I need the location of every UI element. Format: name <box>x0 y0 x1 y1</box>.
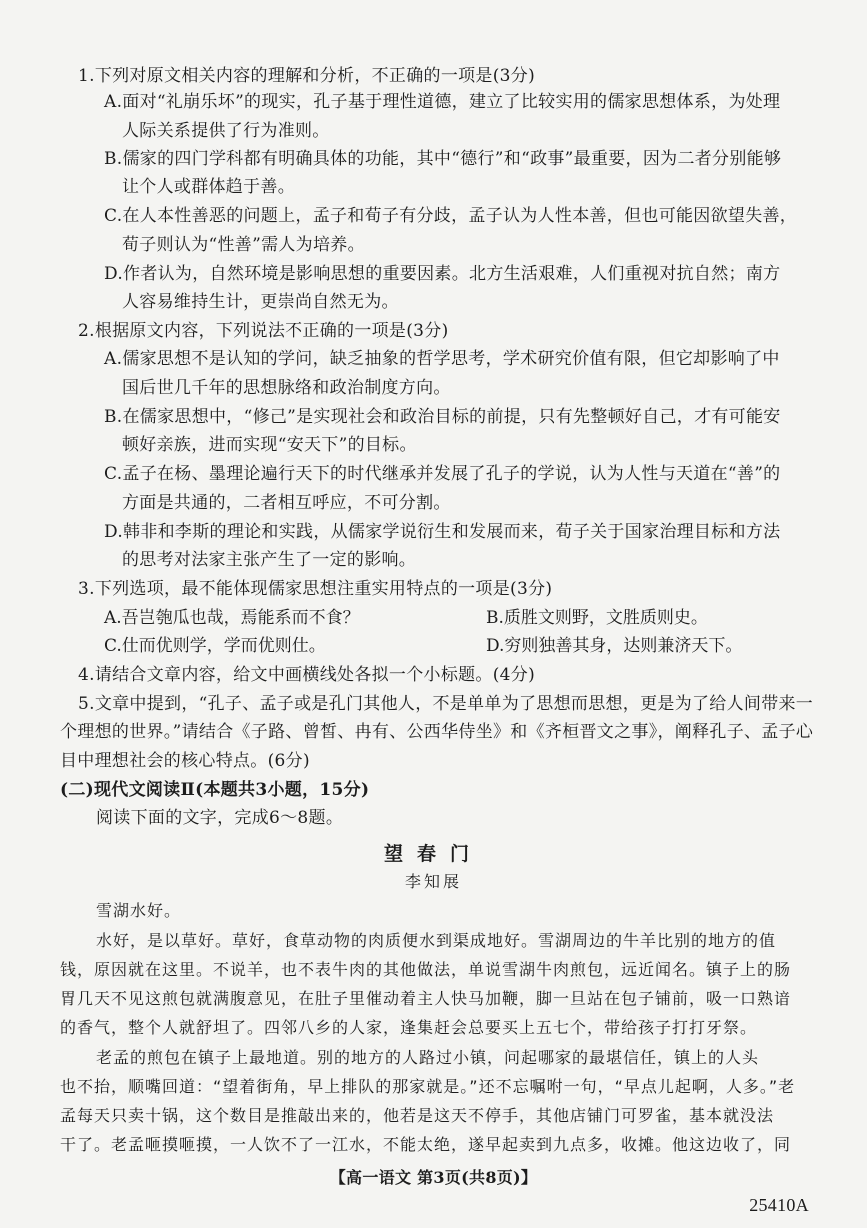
q5-stem-line2: 个理想的世界。”请结合《子路、曾皙、冉有、公西华侍坐》和《齐桓晋文之事》，阐释孔子、孟子心 <box>60 722 814 742</box>
q1-option-d: D.作者认为，自然环境是影响思想的重要因素。北方生活艰难，人们重视对抗自然；南方 <box>104 264 781 284</box>
story-p2-line4: 的香气，整个人就舒坦了。四邻八乡的人家，逢集赶会总要买上五七个，带给孩子打打牙祭。 <box>60 1018 758 1037</box>
q2-option-c: C.孟子在杨、墨理论遍行天下的时代继承并发展了孔子的学说，认为人性与天道在“善”的 <box>104 464 781 484</box>
q5-stem-line1: 5.文章中提到，“孔子、孟子或是孔门其他人，不是单单为了思想而思想，更是为了给人间带来一 <box>78 694 814 714</box>
q3-stem: 3.下列选项，最不能体现儒家思想注重实用特点的一项是(3分) <box>78 579 553 599</box>
q1-option-b: B.儒家的四门学科都有明确具体的功能，其中“德行”和“政事”最重要，因为二者分别能够 <box>104 149 782 169</box>
q1-option-a-cont: 人际关系提供了行为准则。 <box>122 121 330 141</box>
q2-stem: 2.根据原文内容，下列说法不正确的一项是(3分) <box>78 321 449 341</box>
q2-option-c-cont: 方面是共通的，二者相互呼应，不可分割。 <box>122 493 451 513</box>
story-author: 李知展 <box>404 872 462 891</box>
section-heading: (二)现代文阅读Ⅱ(本题共3小题，15分) <box>60 780 370 800</box>
q1-option-a: A.面对“礼崩乐坏”的现实，孔子基于理性道德，建立了比较实用的儒家思想体系，为处理 <box>104 92 781 112</box>
page-footer: 【高一语文 第3页(共8页)】 <box>329 1168 538 1187</box>
story-p2-line1: 水好，是以草好。草好，食草动物的肉质便水到渠成地好。雪湖周边的牛羊比别的地方的值 <box>96 931 777 950</box>
q3-option-b: B.质胜文则野，文胜质则史。 <box>486 608 708 628</box>
story-paragraph-1: 雪湖水好。 <box>96 901 182 920</box>
story-p3-line2: 也不抬，顺嘴回道：“望着街角，早上排队的那家就是。”还不忘嘱咐一句，“早点儿起啊，人多。”老 <box>60 1077 796 1096</box>
section-instruction: 阅读下面的文字，完成6～8题。 <box>96 808 344 828</box>
q2-option-d-cont: 的思考对法家主张产生了一定的影响。 <box>122 550 417 570</box>
paper-code: 25410A <box>749 1195 809 1215</box>
story-p2-line2: 钱，原因就在这里。不说羊，也不表牛肉的其他做法，单说雪湖牛肉煎包，远近闻名。镇子上的肠 <box>60 960 792 979</box>
q1-stem: 1.下列对原文相关内容的理解和分析，不正确的一项是(3分) <box>78 66 535 86</box>
q3-option-d: D.穷则独善其身，达则兼济天下。 <box>486 636 743 656</box>
q2-option-b: B.在儒家思想中，“修己”是实现社会和政治目标的前提，只有先整顿好自己，才有可能安 <box>104 407 781 427</box>
story-p3-line1: 老孟的煎包在镇子上最地道。别的地方的人路过小镇，问起哪家的最堪信任，镇上的人头 <box>96 1048 760 1067</box>
story-p2-line3: 胃几天不见这煎包就满腹意见，在肚子里催动着主人快马加鞭，脚一旦站在包子铺前，吸一口熟谙 <box>60 989 792 1008</box>
q4-stem: 4.请结合文章内容，给文中画横线处各拟一个小标题。(4分) <box>78 665 535 685</box>
story-p3-line4: 干了。老孟咂摸咂摸，一人饮不了一江水，不能太绝，遂早起卖到九点多，收摊。他这边收了，同 <box>60 1135 792 1154</box>
q1-option-c-cont: 荀子则认为“性善”需人为培养。 <box>122 235 365 255</box>
story-p3-line3: 孟每天只卖十锅，这个数目是推敲出来的，他若是这天不停手，其他店铺门可罗雀，基本就没法 <box>60 1106 775 1125</box>
q1-option-c: C.在人本性善恶的问题上，孟子和荀子有分歧，孟子认为人性本善，但也可能因欲望失善， <box>104 206 798 226</box>
q3-option-a: A.吾岂匏瓜也哉，焉能系而不食？ <box>104 608 360 628</box>
q2-option-a-cont: 国后世几千年的思想脉络和政治制度方向。 <box>122 378 451 398</box>
q1-option-d-cont: 人容易维持生计，更崇尚自然无为。 <box>122 292 399 312</box>
q1-option-b-cont: 让个人或群体趋于善。 <box>122 177 295 197</box>
q3-option-c: C.仕而优则学，学而优则仕。 <box>104 636 326 656</box>
q5-stem-line3: 目中理想社会的核心特点。(6分) <box>60 751 310 771</box>
q2-option-a: A.儒家思想不是认知的学问，缺乏抽象的哲学思考，学术研究价值有限，但它却影响了中 <box>104 349 780 369</box>
story-title: 望春门 <box>383 843 483 865</box>
q2-option-d: D.韩非和李斯的理论和实践，从儒家学说衍生和发展而来，荀子关于国家治理目标和方法 <box>104 522 781 542</box>
q2-option-b-cont: 顿好亲族，进而实现“安天下”的目标。 <box>122 435 417 455</box>
